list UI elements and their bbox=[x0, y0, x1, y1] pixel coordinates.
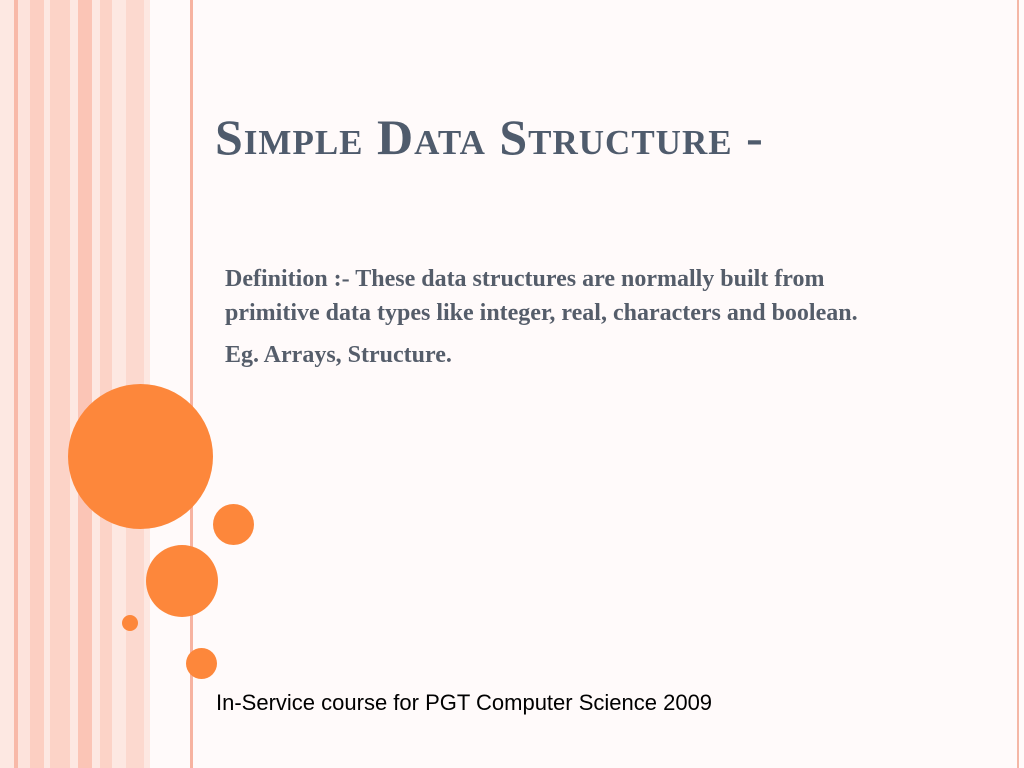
slide-title: Simple Data Structure - bbox=[215, 109, 764, 165]
stripe bbox=[112, 0, 126, 768]
stripe bbox=[30, 0, 44, 768]
decorative-circle-medium bbox=[146, 545, 218, 617]
right-border-line bbox=[1017, 0, 1019, 768]
definition-paragraph: Definition :- These data structures are normally built from primitive data types like integer, real, characters and boolean. bbox=[225, 266, 858, 326]
stripe bbox=[50, 0, 70, 768]
stripe bbox=[150, 0, 190, 768]
stripe bbox=[92, 0, 100, 768]
stripe bbox=[78, 0, 92, 768]
stripe bbox=[0, 0, 14, 768]
decorative-circle-tiny bbox=[122, 615, 138, 631]
stripe bbox=[70, 0, 78, 768]
example-paragraph: Eg. Arrays, Structure. bbox=[225, 342, 452, 368]
stripe bbox=[100, 0, 112, 768]
decorative-circle-large bbox=[68, 384, 213, 529]
slide-body bbox=[225, 262, 865, 372]
slide-footer: In-Service course for PGT Computer Science 2009 bbox=[216, 690, 713, 715]
decorative-circle-small bbox=[186, 648, 217, 679]
decorative-circle-small bbox=[213, 504, 254, 545]
stripe bbox=[18, 0, 30, 768]
